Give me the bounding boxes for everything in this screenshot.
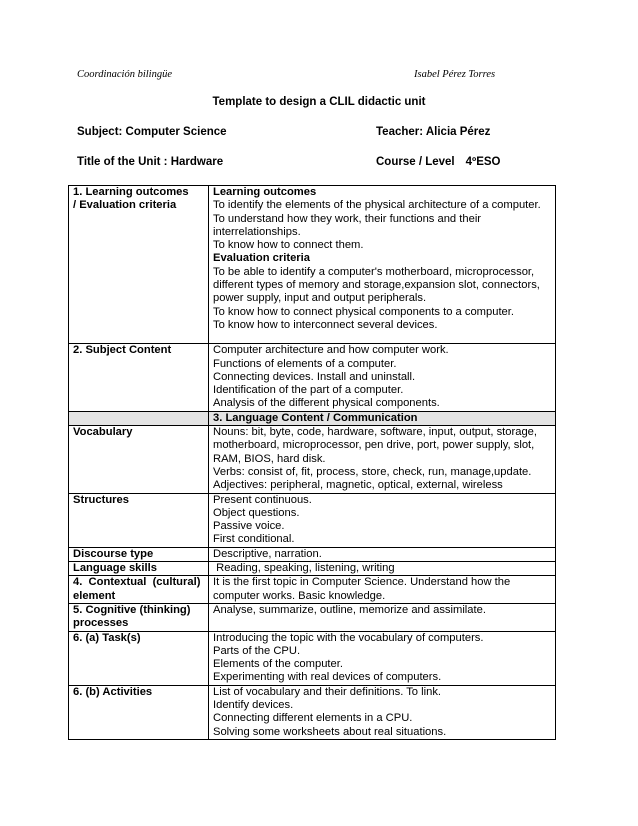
cognitive-value: Analyse, summarize, outline, memorize and assimilate. — [209, 603, 556, 631]
table-row-subject-content — [69, 344, 556, 411]
content-line: Computer architecture and how computer work. — [213, 344, 449, 357]
contextual-label-1: 4. Contextual (cultural) — [73, 576, 201, 589]
criteria-line: To know how to interconnect several devices. — [213, 318, 438, 331]
criteria-line: power supply, input and output peripherals. — [213, 292, 427, 305]
structure-line: Present continuous. — [213, 493, 312, 506]
cognitive-label-cell — [69, 603, 209, 631]
table-row-tasks — [69, 631, 556, 685]
document-title: Template to design a CLIL didactic unit — [212, 96, 426, 108]
learning-label-cell — [69, 186, 209, 344]
outcome-line: To identify the elements of the physical architecture of a computer. — [213, 199, 541, 212]
subject-content-label: 2. Subject Content — [69, 344, 209, 411]
discourse-value: Descriptive, narration. — [209, 547, 556, 561]
table-row-vocabulary — [69, 426, 556, 493]
content-line: Functions of elements of a computer. — [213, 357, 397, 370]
table-row-activities — [69, 685, 556, 739]
vocabulary-line: Nouns: bit, byte, code, hardware, software, input, output, storage, — [213, 426, 538, 439]
vocabulary-line: motherboard, microprocessor, pen drive, port, power supply, slot, — [213, 439, 535, 452]
activity-line: Identify devices. — [213, 698, 294, 711]
contextual-label-2: element — [73, 589, 116, 602]
content-line: Analysis of the different physical components. — [213, 397, 440, 410]
activity-line: Solving some worksheets about real situations. — [213, 725, 447, 738]
criteria-line: To be able to identify a computer's motherboard, microprocessor, — [213, 265, 535, 278]
task-line: Parts of the CPU. — [213, 644, 301, 657]
structure-line: Passive voice. — [213, 520, 285, 533]
table-row-language-heading — [69, 411, 556, 425]
table-row-learning — [69, 186, 556, 344]
teacher-line: Teacher: Alicia Pérez — [376, 126, 491, 138]
unit-title-line: Title of the Unit : Hardware — [77, 156, 224, 168]
outcome-line: To know how to connect them. — [213, 239, 364, 252]
structures-cell — [209, 493, 556, 547]
criteria-line: different types of memory and storage,expansion slot, connectors, — [213, 279, 540, 292]
criteria-heading: Evaluation criteria — [213, 252, 310, 265]
cognitive-label-1: 5. Cognitive (thinking) — [73, 603, 191, 616]
vocabulary-line: RAM, BIOS, hard disk. — [213, 452, 326, 465]
contextual-cell — [209, 576, 556, 604]
table-row-cognitive — [69, 603, 556, 631]
vocabulary-label: Vocabulary — [69, 426, 209, 493]
language-heading-empty — [69, 411, 209, 425]
table-row-discourse — [69, 547, 556, 561]
header-left: Coordinación bilingüe — [77, 69, 172, 80]
task-line: Introducing the topic with the vocabulary of computers. — [213, 631, 484, 644]
skills-label: Language skills — [69, 562, 209, 576]
learning-label-2: / Evaluation criteria — [73, 199, 177, 212]
activities-cell — [209, 685, 556, 739]
vocabulary-cell — [209, 426, 556, 493]
structures-label: Structures — [69, 493, 209, 547]
structure-line: Object questions. — [213, 506, 300, 519]
activity-line: List of vocabulary and their definitions. To link. — [213, 685, 442, 698]
criteria-line: To know how to connect physical components to a computer. — [213, 305, 514, 318]
outcome-line: To understand how they work, their functions and their — [213, 212, 482, 225]
language-heading: 3. Language Content / Communication — [209, 411, 556, 425]
contextual-label-cell — [69, 576, 209, 604]
vocabulary-line: Adjectives: peripheral, magnetic, optical, external, wireless — [213, 479, 503, 492]
learning-content-cell — [209, 186, 556, 344]
subject-line: Subject: Computer Science — [77, 126, 227, 138]
outcomes-heading: Learning outcomes — [213, 186, 317, 198]
subject-content-cell — [209, 344, 556, 411]
tasks-cell — [209, 631, 556, 685]
table-row-skills — [69, 562, 556, 576]
outcome-line: interrelationships. — [213, 225, 301, 238]
learning-label-1: 1. Learning outcomes — [73, 186, 189, 198]
vocabulary-line: Verbs: consist of, fit, process, store, check, run, manage,update. — [213, 465, 532, 478]
cognitive-label-2: processes — [73, 617, 129, 630]
table-row-contextual — [69, 576, 556, 604]
content-line: Identification of the part of a computer. — [213, 384, 404, 397]
tasks-label: 6. (a) Task(s) — [69, 631, 209, 685]
course-line — [376, 156, 501, 168]
task-line: Elements of the computer. — [213, 658, 343, 671]
skills-value: Reading, speaking, listening, writing — [209, 562, 556, 576]
content-line: Connecting devices. Install and uninstall. — [213, 370, 416, 383]
header-right: Isabel Pérez Torres — [414, 69, 496, 80]
table-row-structures — [69, 493, 556, 547]
task-line: Experimenting with real devices of computers. — [213, 671, 442, 684]
course-value: 4ºESO — [465, 156, 501, 168]
structure-line: First conditional. — [213, 533, 295, 546]
activity-line: Connecting different elements in a CPU. — [213, 712, 413, 725]
discourse-label: Discourse type — [69, 547, 209, 561]
clil-template-table — [68, 185, 556, 740]
activities-label: 6. (b) Activities — [69, 685, 209, 739]
contextual-line: computer works. Basic knowledge. — [213, 589, 386, 602]
course-label: Course / Level — [376, 156, 455, 168]
contextual-line: It is the first topic in Computer Science. Understand how the — [213, 576, 511, 589]
